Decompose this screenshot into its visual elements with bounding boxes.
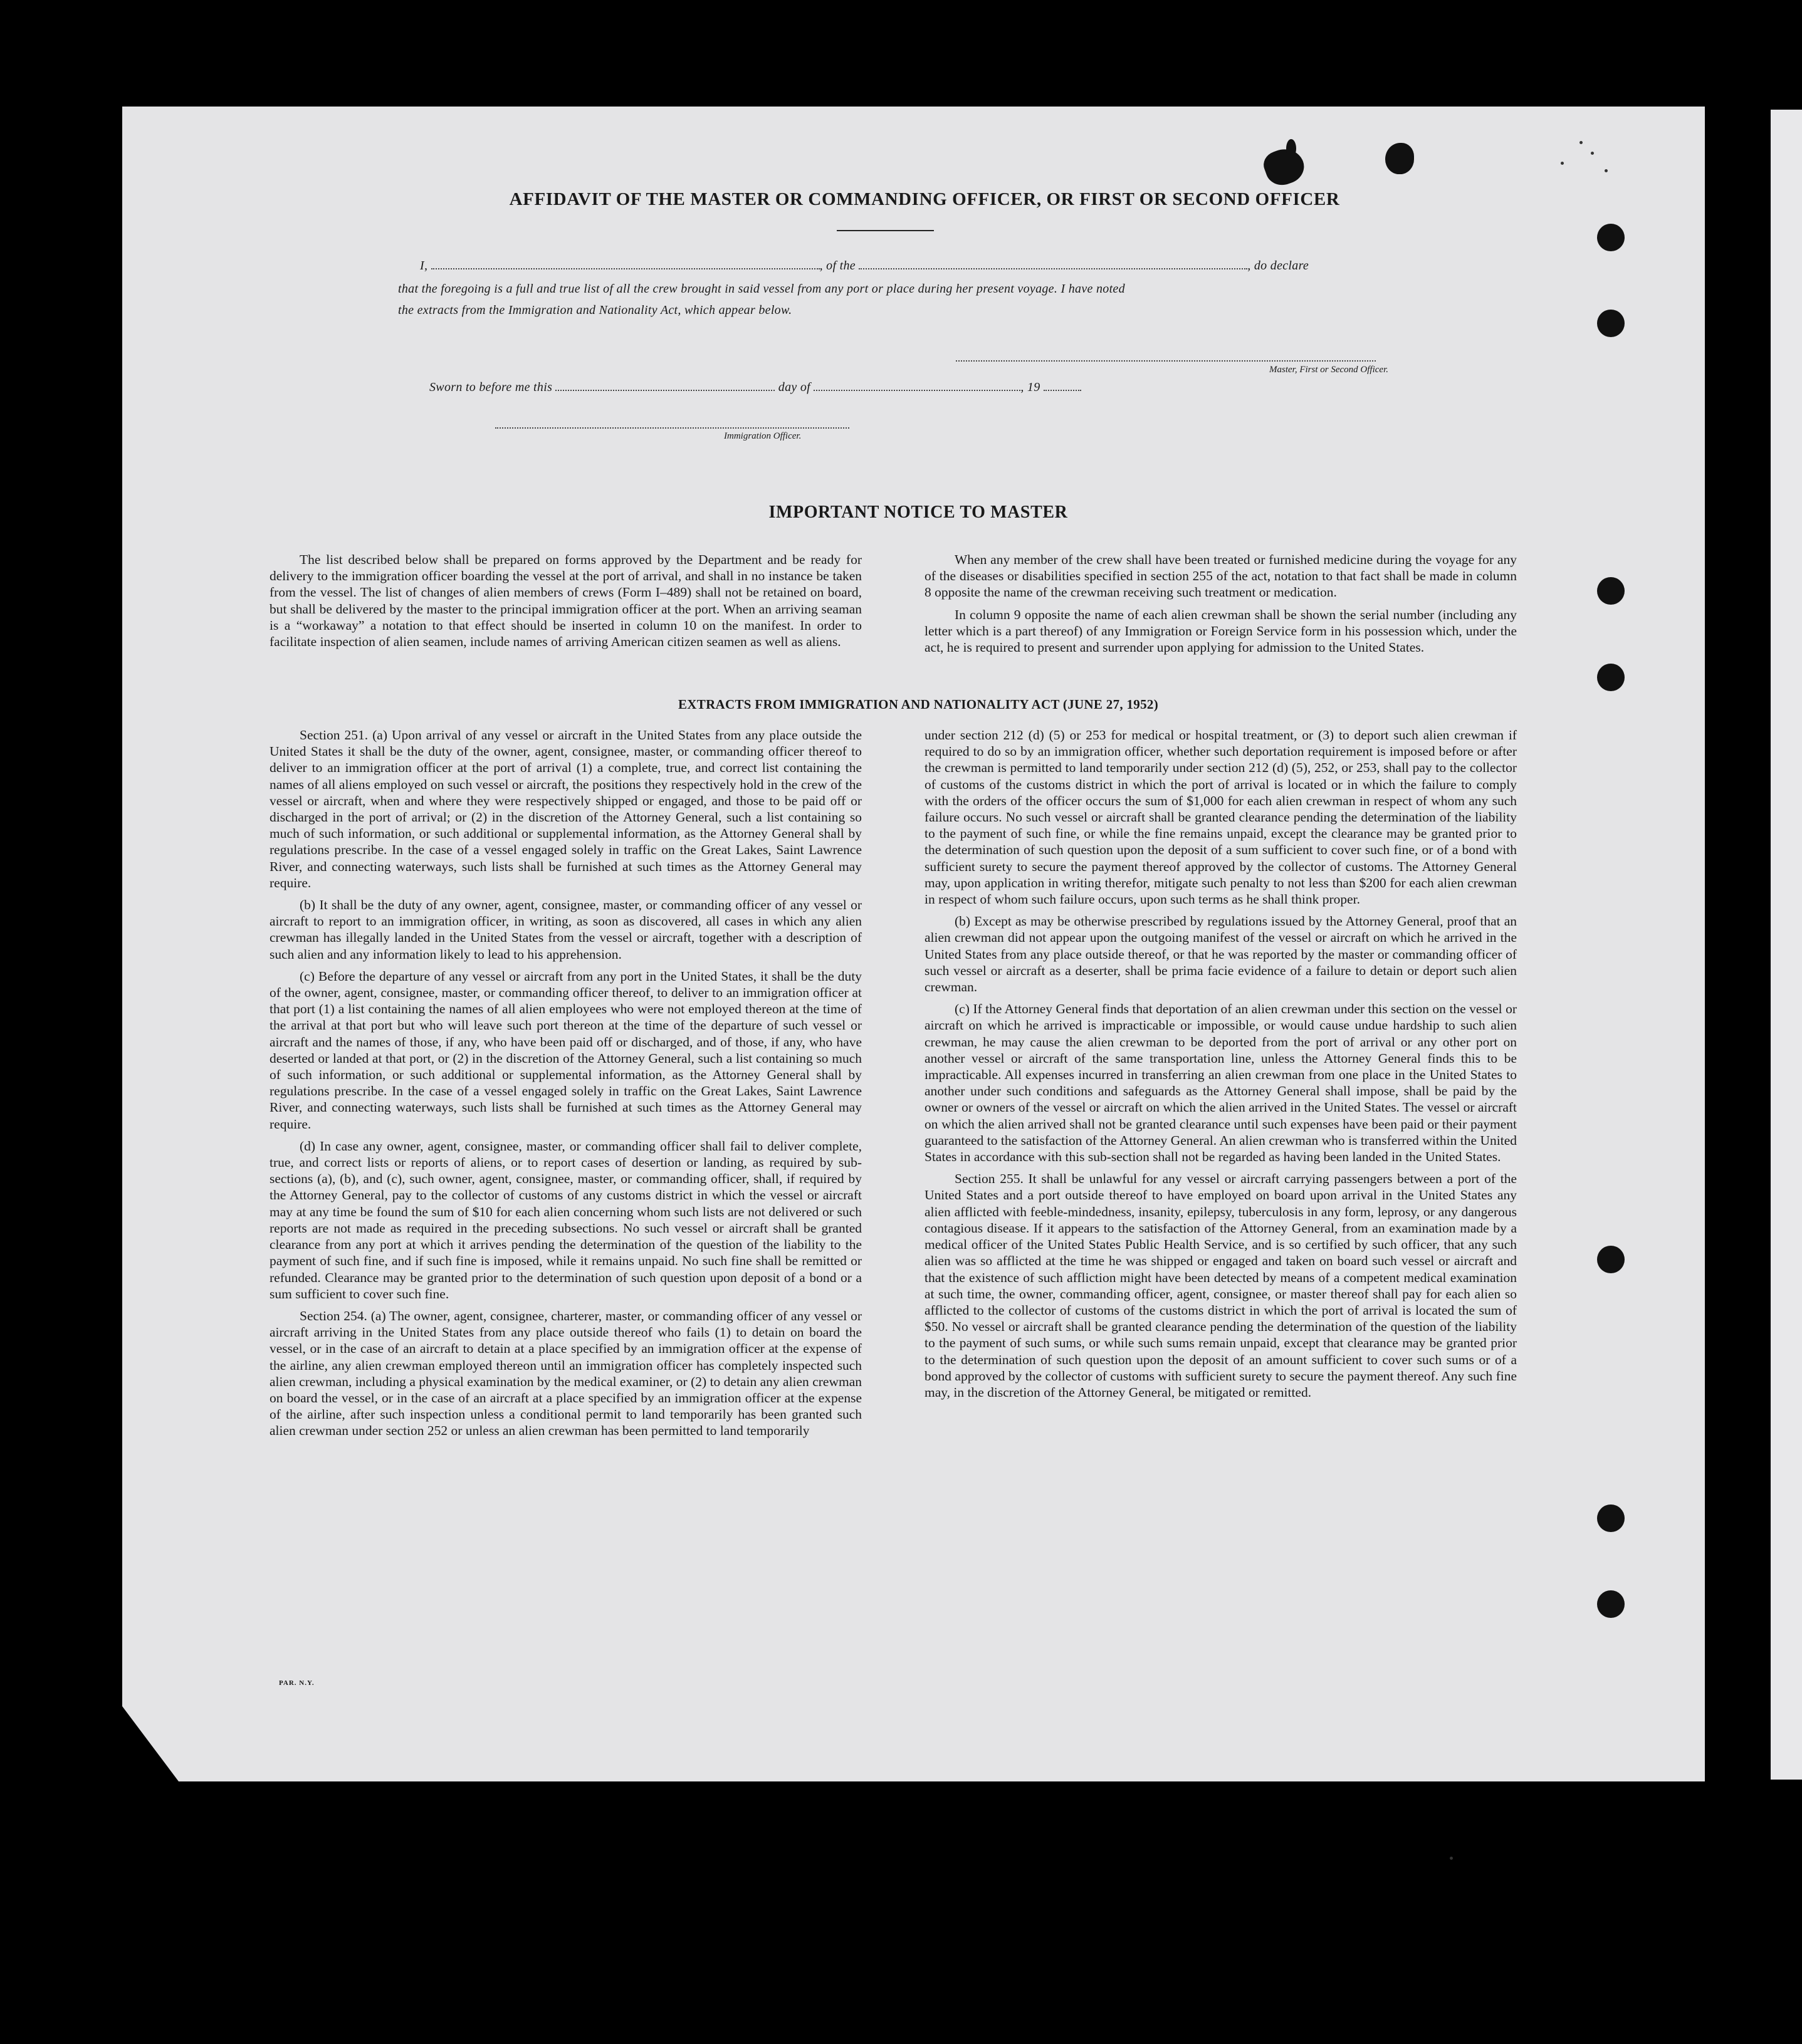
section-255: Section 255. It shall be unlawful for any vessel or aircraft carrying passengers between a port of the United States and a port outside thereof to have employed on board upon arrival in the United States any alien afflicted with feeble-mindedness, insanity, epilepsy, tuberculosis in any form, leprosy, or any dangerous contagious disease. If it appears to the satisfaction of the Attorney General, from an examination made by a medical officer of the United States Public Health Service, and is so certified by such officer, that any such alien was so afflicted at the time he was shipped or engaged and taken on board such vessel or aircraft and that the existence of such affliction might have been detected by means of a competent medical examination at such time, the owner, commanding officer, agent, consignee, or master thereof shall pay for each alien so afflicted to the collector of customs of the customs district in which the port of arrival is located the sum of $50. No vessel or aircraft shall be granted clearance pending the determination of the question of the liability to the payment of such sums, or while such sums remain unpaid, except that clearance may be granted prior to the determination of such question upon the deposit of an amount sufficient to cover such sums or of a bond approved by the collector of customs with sufficient surety to secure the payment thereof. Any such fine may, in the discretion of the Attorney General, be mitigated or remitted. [925,1171,1517,1400]
speck [1591,152,1594,155]
notice-left-column [270,551,862,655]
extracts-title: EXTRACTS FROM IMMIGRATION AND NATIONALITY ACT (JUNE 27, 1952) [678,697,1158,712]
notice-left-paragraph: The list described below shall be prepared on forms approved by the Department and be ready for delivery to the immigration officer boarding the vessel at the port of arrival, and shall in no instance be taken from the vessel. The list of changes of alien members of crews (Form I–489) shall not be retained on board, but shall be delivered by the master to the principal immigration officer at the port. When an arriving seaman is a “workaway” a notation to that effect should be inserted in column 10 on the manifest. In order to facilitate inspection of alien seamen, include names of arriving American citizen seamen as well as aliens. [270,552,862,650]
declaration-text-line2: the extracts from the Immigration and Nationality Act, which appear below. [398,303,792,317]
notice-right-column [925,551,1517,661]
punch-hole [1597,664,1625,691]
master-signature-field[interactable] [956,360,1376,362]
punch-hole [1597,1504,1625,1532]
declaration-first-line [420,259,1504,273]
notice-title: IMPORTANT NOTICE TO MASTER [768,503,1068,522]
immigration-officer-field[interactable] [495,427,849,429]
speck [1605,169,1608,172]
section-254-a-continued: under section 212 (d) (5) or 253 for medical or hospital treatment, or (3) to deport such alien crewman if required to do so by an immigration officer, whether such deportation requirement is imposed before or after the crewman is permitted to land temporarily under section 212 (d) (5), 252, or 253, shall pay to the collector of customs of the customs district in which the port of arrival is located or in which the failure to comply with the orders of the officer occurs the sum of $1,000 for each alien crewman in respect of whom any such failure occurs. No such vessel or aircraft shall be granted clearance pending the determination of the liability to the payment of such fine, or while the fine remains unpaid, except the clearance may be granted prior to the determination of such question upon the deposit of a sum sufficient to cover such fine, or of a bond with sufficient surety to secure the payment thereof approved by the collector of customs. The Attorney General may, upon application in writing therefor, mitigate such penalty to not less than $200 for each alien crewman in respect of whom such failure occurs, upon such terms as he shall think proper. [925,727,1517,907]
sworn-prefix: Sworn to before me this [429,380,553,394]
sworn-month-field[interactable] [814,390,1020,391]
document-page [122,107,1705,1781]
adjacent-page-edge [1771,110,1802,1780]
folded-corner [122,1706,179,1781]
notice-right-paragraph-2: In column 9 opposite the name of each alien crewman shall be shown the serial number (including any letter which is a part thereof) of any Immigration or Foreign Service form in his possession which, under the act, he is required to present and surrender upon applying for admission to the United States. [925,607,1517,655]
notice-right-paragraph-1: When any member of the crew shall have been treated or furnished medicine during the voyage for any of the diseases or disabilities specified in section 255 of the act, notation to that fact shall be made in column 8 opposite the name of the crewman receiving such treatment or medication. [925,552,1517,600]
printer-mark: PAR. N.Y. [279,1679,315,1687]
section-251-a: Section 251. (a) Upon arrival of any vessel or aircraft in the United States from any place outside the United States it shall be the duty of the owner, agent, consignee, master, or commanding officer thereof to deliver to an immigration officer at the port of arrival (1) a complete, true, and correct list containing the names of all aliens employed on such vessel or aircraft, the positions they respectively hold in the crew of the vessel or aircraft, when and where they were respectively shipped or engaged, and those to be paid off or discharged in the port of arrival; or (2) in the discretion of the Attorney General, such a list containing so much of such information, or such additional or supplemental information, as the Attorney General shall by regulations prescribe. In the case of a vessel engaged solely in traffic on the Great Lakes, Saint Lawrence River, and connecting waterways, such lists shall be furnished at such times as the Attorney General may require. [270,727,862,890]
punch-hole [1597,310,1625,337]
punch-hole [1597,224,1625,251]
sworn-year-prefix: , 19 [1020,380,1040,394]
declarant-prefix: I, [420,259,428,273]
extracts-right-column [925,727,1517,1406]
section-251-d: (d) In case any owner, agent, consignee, master, or commanding officer shall fail to deliver complete, true, and correct lists or reports of aliens, or to report cases of desertion or landing, as required by sub-sections (a), (b), and (c), such owner, agent, consignee, master, or commanding officer, shall, if required by the Attorney General, pay to the collector of customs of any customs district in which the vessel or aircraft may at any time be found the sum of $10 for each alien concerning whom such lists are not delivered or such reports are not made as required in the preceding subsections. No such vessel or aircraft shall be granted clearance from any port at which it arrives pending the determination of the question of the liability to the payment of such fine, and if such fine is imposed, while it remains unpaid. No such fine shall be remitted or refunded. Clearance may be granted prior to the determination of such question upon deposit of a bond or a sum sufficient to cover such fine. [270,1138,862,1301]
speck [1450,1857,1453,1860]
declarant-name-field[interactable] [431,268,820,269]
section-254-b: (b) Except as may be otherwise prescribed by regulations issued by the Attorney General, proof that an alien crewman did not appear upon the outgoing manifest of the vessel or aircraft on which he arrived in the United States from any place outside thereof, or that he was reported by the master or commanding officer of such vessel or aircraft as a deserter, shall be prima facie evidence of a failure to detain or deport such alien crewman. [925,914,1517,995]
speck [1579,141,1583,144]
punch-hole [1597,1590,1625,1618]
of-the-text: , of the [819,259,856,273]
section-254-c: (c) If the Attorney General finds that deportation of an alien crewman under this section on the vessel or aircraft on which he arrived is impracticable or impossible, or would cause undue hardship to such alien crewman, he may cause the alien crewman to be deported from the port of arrival or any other port on another vessel or aircraft of the same transportation line, unless the Attorney General finds this to be impracticable. All expenses incurred in transferring an alien crewman from one place in the United States to another under such conditions and safeguards as the Attorney General shall impose, shall be paid by the owner or owners of the vessel or aircraft on which the alien arrived in the United States. The vessel or aircraft on which the alien arrived shall not be granted clearance until such expenses have been paid or their payment guaranteed to the satisfaction of the Attorney General. An alien crewman who is transferred within the United States in accordance with this sub-section shall not be regarded as having been landed in the United States. [925,1001,1517,1165]
sworn-day-field[interactable] [555,390,775,391]
extracts-left-column [270,727,862,1445]
sworn-day-of: day of [778,380,811,394]
immigration-officer-label: Immigration Officer. [724,431,802,441]
declaration-text-line1: that the foregoing is a full and true list of all the crew brought in said vessel from any port or place during her present voyage. I have noted [398,282,1125,296]
ink-blot [1385,143,1414,174]
section-254-a: Section 254. (a) The owner, agent, consignee, charterer, master, or commanding officer of any vessel or aircraft arriving in the United States from any place outside thereof who fails (1) to detain on board the vessel, or in the case of an aircraft to detain at a place specified by an immigration officer at the expense of the airline, any alien crewman employed thereon until an immigration officer has completely inspected such alien crewman, including a physical examination by the medical examiner, or (2) to detain any alien crewman on board the vessel, or in the case of an aircraft at a place specified by an immigration officer at the expense of the airline, after such inspection unless a conditional permit to land temporarily has been granted such alien crewman under section 252 or unless an alien crewman has been permitted to land temporarily [270,1308,862,1439]
speck [1561,162,1564,165]
punch-hole [1597,1246,1625,1273]
master-signature-label: Master, First or Second Officer. [1269,365,1388,375]
sworn-line [429,380,1307,395]
ink-blot [1286,139,1296,158]
do-declare-text: , do declare [1247,259,1309,273]
punch-hole [1597,577,1625,605]
vessel-name-field[interactable] [859,268,1247,269]
title-underline [837,230,934,231]
affidavit-title: AFFIDAVIT OF THE MASTER OR COMMANDING OFFICER, OR FIRST OR SECOND OFFICER [509,189,1340,209]
sworn-year-field[interactable] [1044,390,1081,391]
section-251-c: (c) Before the departure of any vessel or aircraft from any port in the United States, it shall be the duty of the owner, agent, consignee, master, or commanding officer thereof, to deliver to an immigration officer at that port (1) a list containing the names of all alien employees who were not employed thereon at the time of the arrival at that port but who will leave such port thereon at the time of the departure of such vessel or aircraft and the names of those, if any, who have been paid off or discharged, and of those, if any, who have deserted or landed at that port, or (2) in the discretion of the Attorney General, such a list containing so much of such information, or such additional or supplemental information, as the Attorney General shall by regulations prescribe. In the case of a vessel engaged solely in traffic on the Great Lakes, Saint Lawrence River, and connecting waterways, such lists shall be furnished at such times as the Attorney General may require. [270,968,862,1132]
section-251-b: (b) It shall be the duty of any owner, agent, consignee, master, or commanding officer of any vessel or aircraft to report to an immigration officer, in writing, as soon as discovered, all cases in which any alien crewman has illegally landed in the United States from the vessel or aircraft, together with a description of such alien and any information likely to lead to his apprehension. [270,897,862,962]
